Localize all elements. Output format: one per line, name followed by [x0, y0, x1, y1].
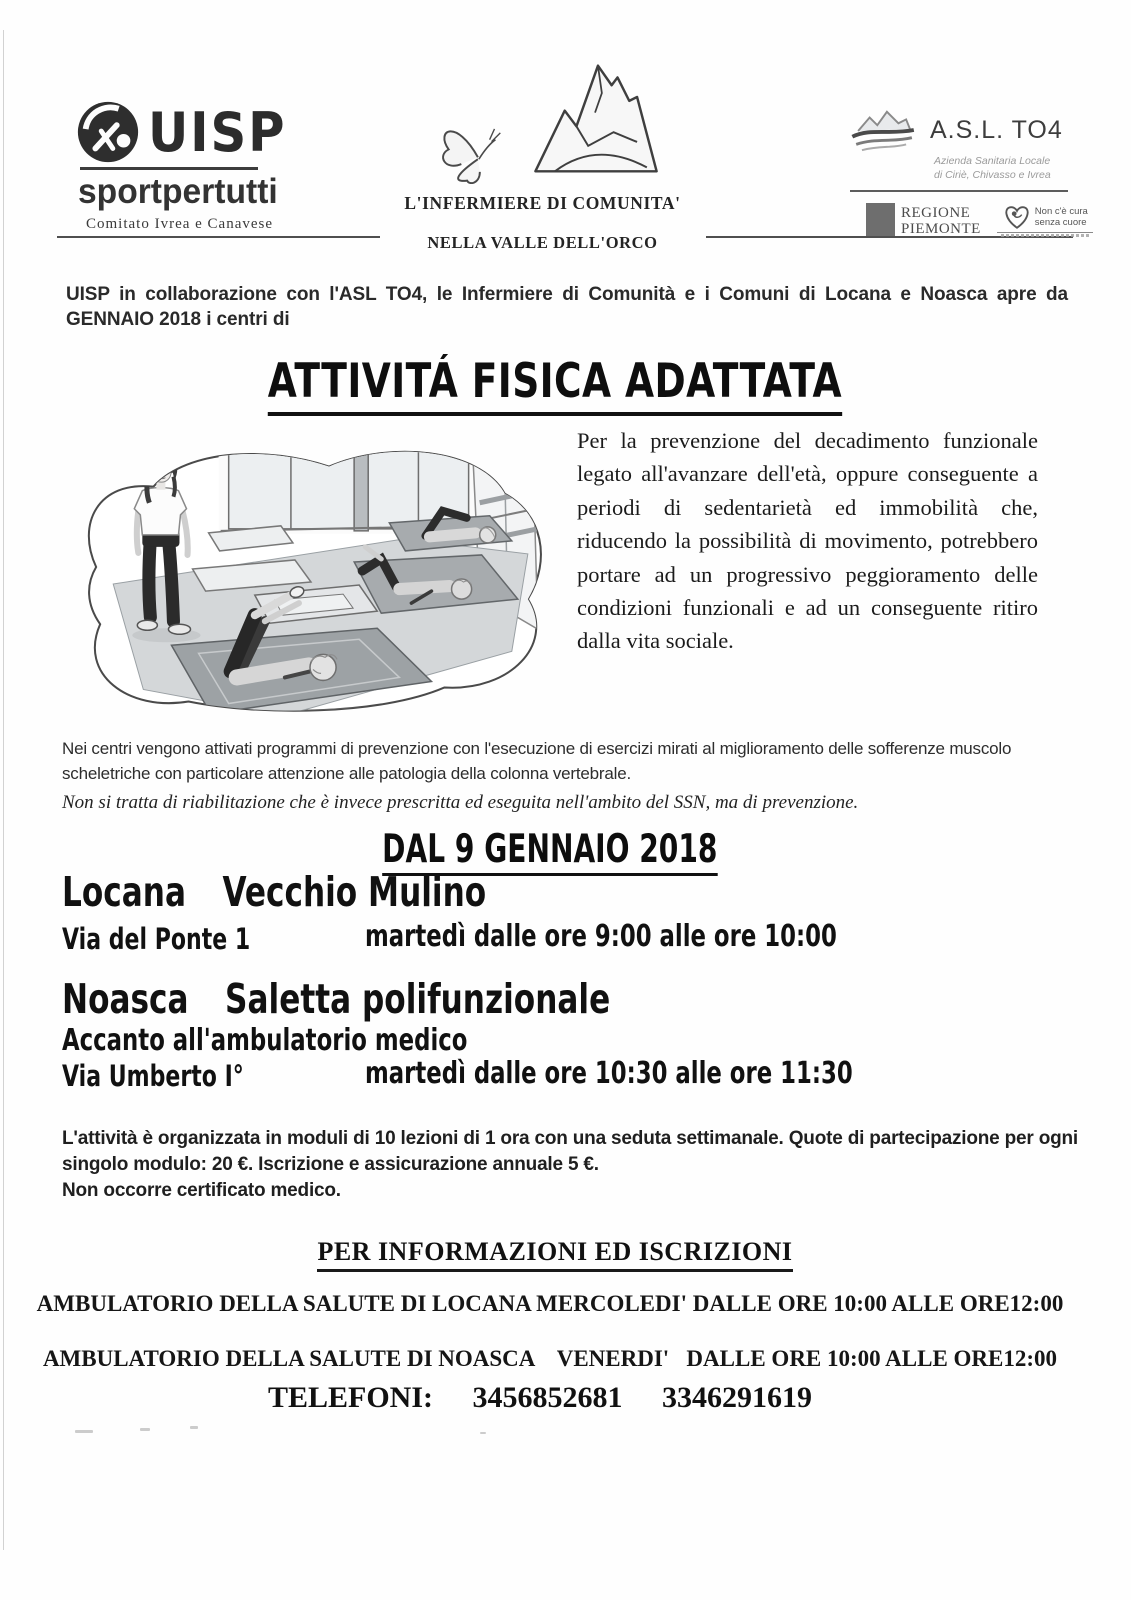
heart-slogan-line-1: Non c'è cura [1034, 205, 1088, 217]
course-info-certificate: Non occorre certificato medico. [62, 1180, 341, 1201]
community-title: L'INFERMIERE DI COMUNITA' [404, 193, 681, 213]
asl-to4-logo [850, 106, 1088, 237]
regione-line-2: PIEMONTE [901, 221, 981, 237]
regione-line-1: REGIONE [901, 205, 971, 221]
description-paragraph: Per la prevenzione del decadimento funzionale legato all'avanzare dell'età, oppure conseguente a periodi di sedentarietà ed immobilità che, riducendo la possibilità di movimento, potrebbero portare ad un progressivo peggioramento delle condizioni funzionali e ad un conseguente ritiro dalla vita sociale. [577, 428, 1038, 654]
info-line-locana: AMBULATORIO DELLA SALUTE DI LOCANA MERCOLEDI' DALLE ORE 10:00 ALLE ORE12:00 [36, 1291, 1064, 1316]
phones-label: TELEFONI: [267, 1381, 434, 1414]
uisp-committee: Comitato Ivrea e Canavese [86, 216, 274, 232]
uisp-wordmark: sportpertutti [78, 172, 278, 211]
community-subtitle: NELLA VALLE DELL'ORCO [427, 233, 658, 252]
uisp-logo [74, 98, 384, 233]
location-city: Locana [62, 868, 186, 916]
heart-fine-print [1001, 234, 1089, 237]
location-city: Noasca [62, 975, 189, 1023]
location-locana-heading [62, 868, 620, 916]
asl-tagline-2: di Ciriè, Chivasso e Ivrea [934, 169, 1051, 181]
asl-mountain-wave-icon [850, 106, 920, 154]
info-line-noasca: AMBULATORIO DELLA SALUTE DI NOASCA VENERDI' DALLE ORE 10:00 ALLE ORE12:00 [42, 1346, 1058, 1371]
location-noasca-address: Via Umberto I° [62, 1059, 244, 1093]
scan-artifact [480, 1432, 486, 1434]
location-noasca-heading [62, 975, 783, 1023]
heart-icon [1002, 203, 1032, 230]
uisp-athlete-icon [74, 98, 142, 166]
mountain-icon [527, 52, 665, 184]
butterfly-icon [435, 110, 513, 184]
asl-name: A.S.L. TO4 [930, 115, 1063, 144]
heart-rule [997, 232, 1093, 233]
intro-paragraph: UISP in collaborazione con l'ASL TO4, le Infermiere di Comunità e i Comuni di Locana e Noasca apre da GENNAIO 2018 i centri di [66, 284, 1068, 330]
scan-artifact [140, 1428, 150, 1431]
location-locana-address: Via del Ponte 1 [62, 922, 251, 956]
regione-piemonte-mark [866, 203, 895, 236]
scan-artifact [75, 1430, 93, 1433]
scan-artifact [190, 1426, 198, 1429]
location-locana-schedule: martedì dalle ore 9:00 alle ore 10:00 [365, 919, 837, 954]
asl-tagline-1: Azienda Sanitaria Locale [934, 155, 1051, 167]
location-noasca-schedule: martedì dalle ore 10:30 alle ore 11:30 [365, 1056, 853, 1091]
phones-line [0, 1381, 1080, 1415]
uisp-logo-divider [80, 167, 258, 170]
course-info-pricing: L'attività è organizzata in moduli di 10 lezioni di 1 ora con una seduta settimanale. Quote di partecipazione per ogni singolo modulo: 20 €. Iscrizione e assicurazione annuale 5 €. [62, 1128, 1078, 1175]
header-rule-left [57, 236, 380, 238]
asl-rule [850, 190, 1068, 192]
scan-artifact-edge-line [3, 30, 4, 1550]
program-note: Nei centri vengono attivati programmi di prevenzione con l'esecuzione di esercizi mirati al miglioramento delle sofferenze muscolo scheletriche con particolare attenzione alle patologia della colonna vertebrale. [62, 739, 1012, 783]
exercise-class-illustration [58, 418, 565, 722]
community-logos [400, 52, 700, 184]
location-venue: Vecchio Mulino [222, 868, 487, 916]
regione-piemonte-logo [866, 203, 981, 237]
course-info [62, 1126, 1078, 1204]
heart-campaign-logo [997, 203, 1093, 237]
location-venue: Saletta polifunzionale [225, 975, 611, 1023]
start-date-heading: DAL 9 GENNAIO 2018 [382, 827, 717, 876]
location-noasca-note: Accanto all'ambulatorio medico [62, 1023, 468, 1058]
info-section-heading: PER INFORMAZIONI ED ISCRIZIONI [317, 1237, 792, 1272]
uisp-acronym: UISP [148, 100, 287, 164]
disclaimer-note: Non si tratta di riabilitazione che è invece prescritta ed eseguita nell'ambito del SSN, ma di prevenzione. [62, 792, 859, 813]
phone-number-2: 3346291619 [662, 1381, 813, 1414]
page-title: ATTIVITÁ FISICA ADATTATA [268, 354, 842, 416]
heart-slogan-line-2: senza cuore [1034, 216, 1087, 228]
phone-number-1: 3456852681 [472, 1381, 623, 1414]
